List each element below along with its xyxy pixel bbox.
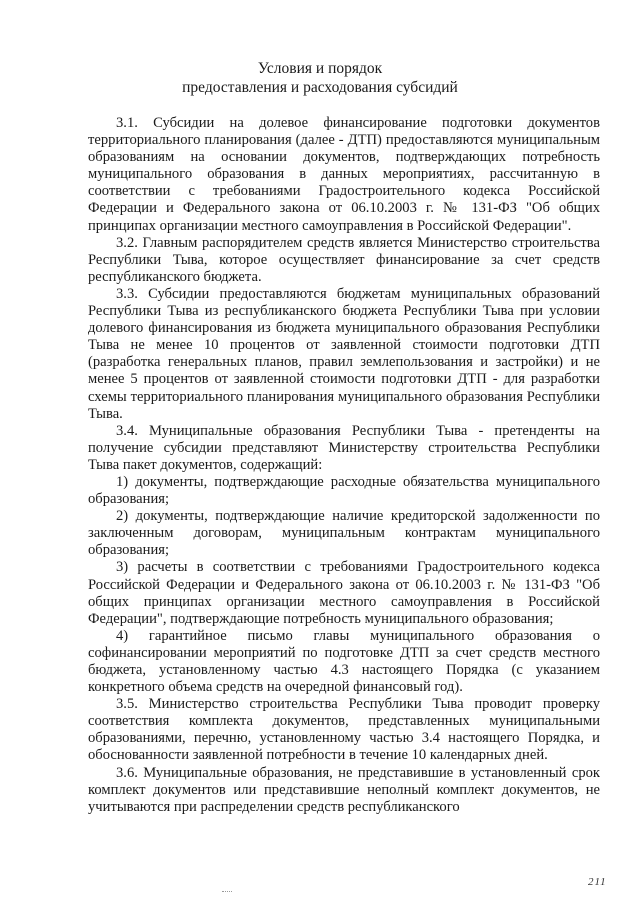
document-body <box>88 115 600 816</box>
paragraph-3-1: 3.1. Субсидии на долевое финансирование подготовки документов территориального планирования (далее - ДТП) предоставляются муниципальным образованиям на основании документов, подтверждающих потребность муниципального образования в данных мероприятиях, рассчитанную в соответствии с требованиями Градостроительного кодекса Российской Федерации и Федерального закона от 06.10.2003 г. № 131-ФЗ "Об общих принципах организации местного самоуправления в Российской Федерации". <box>88 115 600 234</box>
list-item-3: 3) расчеты в соответствии с требованиями Градостроительного кодекса Российской Федерации и Федерального закона от 06.10.2003 г. № 131-ФЗ "Об общих принципах организации местного самоуправления в Российской Федерации", подтверждающие потребность муниципального образования; <box>88 559 600 627</box>
document-title-line-1: Условия и порядок <box>257 60 383 77</box>
paragraph-3-4: 3.4. Муниципальные образования Республики Тыва - претенденты на получение субсидии представляют Министерству строительства Республики Тыва пакет документов, содержащий: <box>88 422 600 473</box>
scan-artifact <box>222 891 232 894</box>
list-item-1: 1) документы, подтверждающие расходные обязательства муниципального образования; <box>88 473 600 508</box>
document-title-line-2: предоставления и расходования субсидий <box>182 79 458 96</box>
paragraph-3-2: 3.2. Главным распорядителем средств является Министерство строительства Республики Тыва, которое осуществляет финансирование за счет средств республиканского бюджета. <box>88 234 600 285</box>
list-item-2: 2) документы, подтверждающие наличие кредиторской задолженности по заключенным договорам, муниципальным контрактам муниципального образования; <box>88 508 600 559</box>
paragraph-3-3: 3.3. Субсидии предоставляются бюджетам муниципальных образований Республики Тыва из республиканского бюджета Республики Тыва при условии долевого финансирования из бюджета муниципального образования Республики Тыва не менее 10 процентов от заявленной стоимости подготовки ДТП (разработка генеральных планов, правил землепользования и застройки) и не менее 5 процентов от заявленной стоимости подготовки ДТП - для разработки схемы территориального планирования муниципального образования Республики Тыва. <box>88 285 600 422</box>
page-number: 211 <box>588 876 607 888</box>
paragraph-3-6: 3.6. Муниципальные образования, не представившие в установленный срок комплект документов или представившие неполный комплект документов, не учитываются при распределении средств республиканского <box>88 764 600 815</box>
list-item-4: 4) гарантийное письмо главы муниципального образования о софинансировании мероприятий по подготовке ДТП за счет средств местного бюджета, установленному частью 4.3 настоящего Порядка (с указанием конкретного объема средств на очередной финансовый год). <box>88 627 600 696</box>
paragraph-3-5: 3.5. Министерство строительства Республики Тыва проводит проверку соответствия комплекта документов, представленных муниципальными образованиями, перечню, установленному частью 3.4 настоящего Порядка, и обоснованности заявленной потребности в течение 10 календарных дней. <box>88 696 600 764</box>
